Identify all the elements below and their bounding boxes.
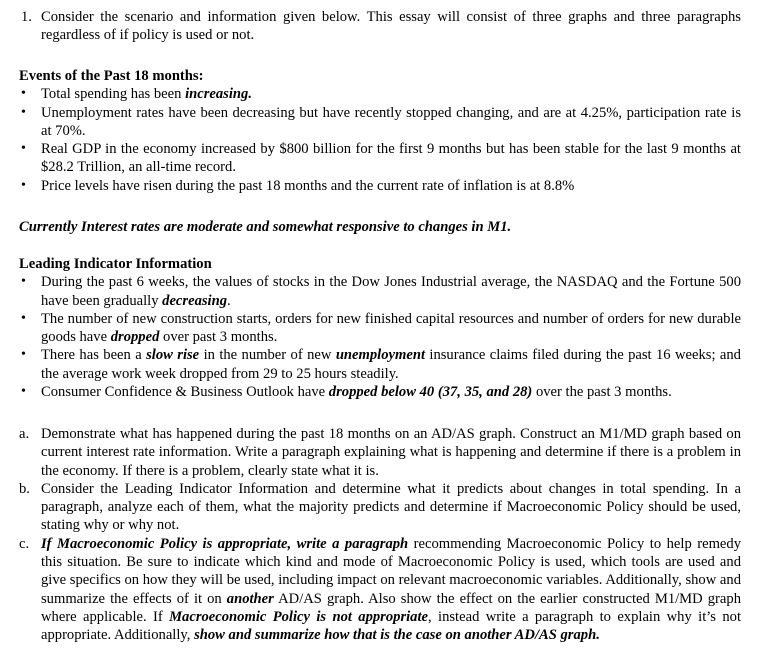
bullet-icon: • xyxy=(21,141,26,157)
events-heading: Events of the Past 18 months: xyxy=(19,68,204,84)
list-item: • There has been a slow rise in the number of new unemployment insurance claims filed during the past 16 weeks; and the average work week dropped from 29 to 25 hours steadily. xyxy=(21,347,741,382)
interest-rate-statement: Currently Interest rates are moderate and somewhat responsive to changes in M1. xyxy=(19,219,512,235)
list-item: • Price levels have risen during the past 18 months and the current rate of inflation is at 8.8% xyxy=(21,177,575,194)
bullet-icon: • xyxy=(21,384,26,400)
list-item: • Unemployment rates have been decreasing but have recently stopped changing, and are at 4.25%, participation rate is at 70%. xyxy=(21,104,741,139)
task-label: a. xyxy=(19,426,30,442)
bullet-icon: • xyxy=(21,104,26,120)
bullet-icon: • xyxy=(21,177,26,193)
leading-heading: Leading Indicator Information xyxy=(19,256,212,272)
task-label: c. xyxy=(19,535,30,552)
task-text: Consider the Leading Indicator Information and determine what it predicts about changes in total spending. In a paragraph, analyze each of them, what the majority predicts and determine if Macroeconomic Policy should be used, stating why or why not. xyxy=(41,480,741,534)
list-item: • Total spending has been increasing. xyxy=(21,86,252,103)
task-b xyxy=(0,480,741,535)
task-text: Demonstrate what has happened during the past 18 months on an AD/AS graph. Construct an M1/MD graph based on current interest rate information. Write a paragraph explaining what is happening and determine if there is a problem in the economy. If there is a problem, clearly state what it is. xyxy=(41,426,741,479)
question-number: 1. xyxy=(21,9,32,25)
list-item: • The number of new construction starts, orders for new finished capital resources and number of orders for new durable goods have dropped over past 3 months. xyxy=(21,310,741,346)
bullet-icon: • xyxy=(21,86,26,102)
list-item: • Consumer Confidence & Business Outlook have dropped below 40 (37, 35, and 28) over the past 3 months. xyxy=(21,384,672,401)
bullet-icon: • xyxy=(21,347,26,363)
bullet-icon: • xyxy=(21,274,26,290)
leading-indicators-section xyxy=(0,255,741,401)
list-item: • Real GDP in the economy increased by $800 billion for the first 9 months but has been stable for the last 9 months at $28.2 Trillion, an all-time record. xyxy=(21,141,741,176)
tasks-section xyxy=(0,425,741,645)
question-intro xyxy=(0,8,741,45)
task-label: b. xyxy=(19,480,30,497)
list-item: • During the past 6 weeks, the values of stocks in the Dow Jones Industrial average, the NASDAQ and the Fortune 500 have been gradually decreasing. xyxy=(21,274,741,309)
task-c: c. If Macroeconomic Policy is appropriate, write a paragraph recommending Macroeconomic Policy to help remedy this situation. Be sure to indicate which kind and mode of Macroeconomic Policy is used, which tools are used and give specifics on how they will be used, including impact on relevant macroeconomic variables. Additionally, show and summarize the effects of it on another AD/AS graph. Also show the effect on the earlier constructed M1/MD graph where applicable. If Macroeconomic Policy is not appropriate, instead write a paragraph to explain why it’s not appropriate. Additionally, show and summarize how that is the case on another AD/AS graph. xyxy=(19,535,741,644)
task-a xyxy=(0,425,741,480)
events-section xyxy=(0,67,741,195)
bullet-icon: • xyxy=(21,310,26,326)
question-text: Consider the scenario and information given below. This essay will consist of three graphs and three paragraphs regardless of if policy is used or not. xyxy=(41,9,741,44)
